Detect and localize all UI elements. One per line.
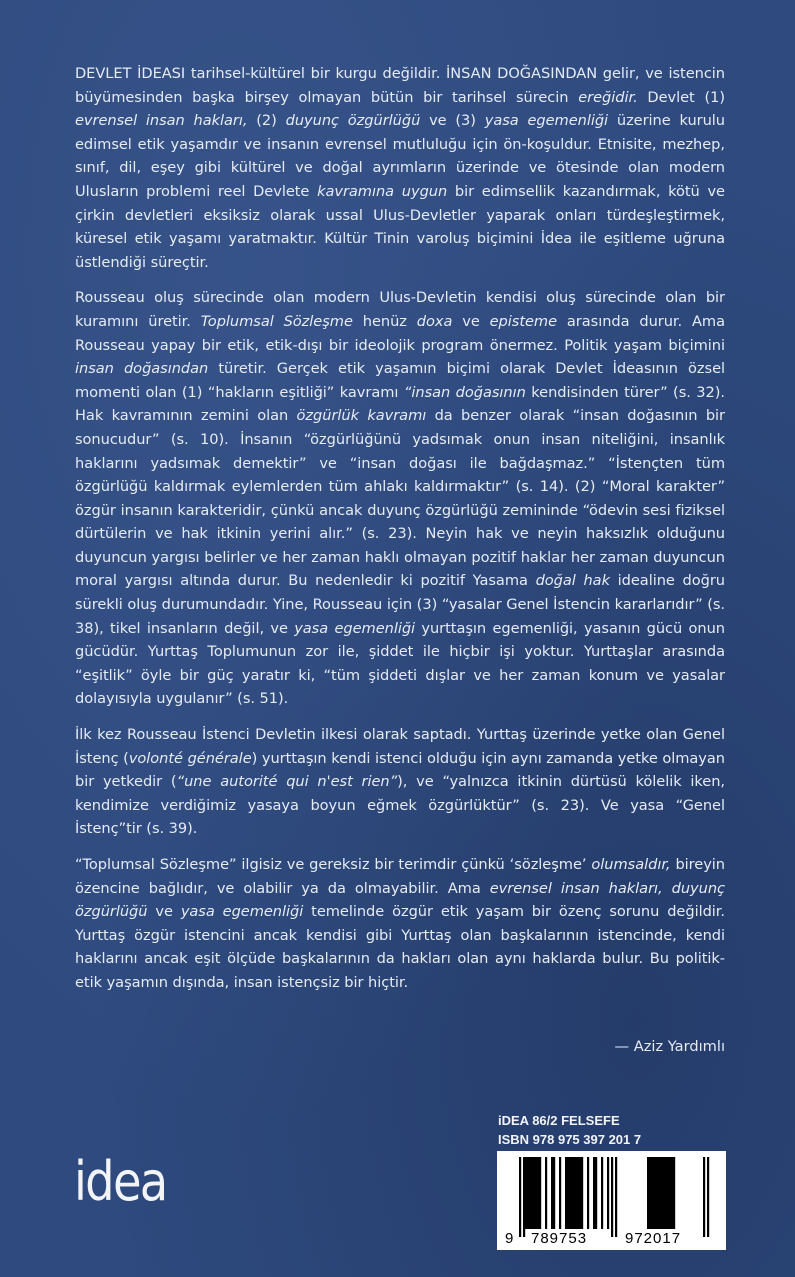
text-run: bireyin özencine bağlıdır, ve olabilir ya da olmayabilir. Ama <box>75 856 726 897</box>
italic-text-run: evrensel insan hakları, <box>75 112 248 130</box>
text-run: ), ve “yalnızca itkinin dürtüsü kölelik iken, kendimize verdiğimiz yasaya boyun eğmek özgürlüktür” (s. 23). Ve yasa “Genel İstenç”tir (s. 39). <box>75 773 726 838</box>
barcode-bar <box>525 1157 527 1229</box>
barcode-bar <box>567 1157 569 1229</box>
barcode-bar <box>707 1157 709 1237</box>
italic-text-run: Toplumsal Sözleşme <box>200 312 353 330</box>
series-label: iDEA 86/2 FELSEFE <box>498 1113 620 1128</box>
italic-text-run: episteme <box>489 312 558 330</box>
blurb-paragraph-2 <box>75 286 725 711</box>
publisher-logo: idea <box>74 1150 167 1213</box>
italic-text-run: evrensel insan hakları, duyunç özgürlüğü <box>75 879 725 921</box>
italic-text-run: “une autorité qui n'est rien” <box>176 773 398 791</box>
text-run: üzerine kurulu edimsel etik yaşamdır ve insanın evrensel mutluluğu için ön-koşuldur. Etnisite, mezhep, sınıf, dil, eşey gibi kültürel ve doğal ayrımların üzerinde ve ötesinde olan modern Ulusların problemi reel Devlete <box>75 112 725 200</box>
italic-text-run: ereğidir. <box>578 88 638 106</box>
text-run: Devlet (1) <box>637 88 725 106</box>
barcode-bar <box>531 1157 533 1229</box>
italic-text-run: duyunç özgürlüğü <box>285 112 421 130</box>
blurb-paragraph-3 <box>75 723 725 841</box>
barcode-bar <box>571 1157 573 1229</box>
barcode-digits-right: 972017 <box>625 1230 682 1247</box>
barcode-bar <box>553 1157 555 1229</box>
barcode-bar <box>595 1157 597 1229</box>
barcode-bar <box>537 1157 539 1229</box>
back-cover-blurb <box>75 62 725 1007</box>
barcode-bar <box>663 1157 665 1229</box>
text-run: idealine doğru sürekli oluş durumundadır. Yine, Rousseau için (3) “yasalar Genel İstencin kararlarıdır” (s. 38), tikel insanların değil, ve <box>75 572 725 637</box>
text-run: Rousseau oluş sürecinde olan modern Ulus-Devletin kendisi oluş sürecinde olan bir kuramını üretir. <box>75 289 725 330</box>
barcode-bar <box>665 1157 667 1229</box>
italic-text-run: yasa egemenliği <box>484 112 609 130</box>
barcode-bar <box>519 1157 521 1237</box>
isbn-barcode <box>497 1151 726 1250</box>
barcode-bar <box>559 1157 561 1229</box>
barcode-bar <box>533 1157 535 1229</box>
barcode-bar <box>659 1157 661 1229</box>
italic-text-run: insan doğasından <box>75 360 209 378</box>
barcode-bar <box>579 1157 581 1229</box>
author-signature: — Aziz Yardımlı <box>614 1038 725 1055</box>
text-run: temelinde özgür etik yaşam bir özenç sorunu değildir. Yurttaş özgür istencini ancak kendisi gibi Yurttaş olan başkalarının istencinde, kendi haklarını ancak eşit ölçüde başkalarının da hakları olan aynı haklarda bulur. Bu politik-etik yaşamın dışında, insan istençsiz bir hiçtir. <box>75 903 726 991</box>
italic-text-run: yasa egemenliği <box>180 903 304 921</box>
italic-text-run: “insan doğasının <box>403 383 526 401</box>
barcode-bar <box>655 1157 657 1229</box>
isbn-label: ISBN 978 975 397 201 7 <box>498 1132 642 1147</box>
text-run: ) yurttaşın kendi istenci olduğu için aynı zamanda yetke olmayan bir yetkedir ( <box>75 749 725 791</box>
italic-text-run: doxa <box>416 312 453 330</box>
barcode-bar <box>587 1157 589 1229</box>
italic-text-run: yasa egemenliği <box>294 619 416 637</box>
barcode-bar <box>657 1157 659 1229</box>
barcode-bar <box>539 1157 541 1229</box>
text-run: henüz <box>352 312 417 330</box>
barcode-bar <box>601 1157 603 1229</box>
barcode-bar <box>535 1157 537 1229</box>
text-run: da benzer olarak “insan doğasının bir sonucudur” (s. 10). İnsanın “özgürlüğünü yadsımak onun insan niteliğini, insanlık haklarını yadsımak demektir” ve “insan doğası ile bağdaşmaz.” “İstençten tüm özgürlüğü kaldırmak eylemlerden tüm ahlakı kaldırmaktır” (s. 14). (2) “Moral karakter” özgür insanın karakteridir, çünkü ancak duyunç özgürlüğü zemininde “ödevin sesi fiziksel dürtülerin ve hak itkinin yerini alır.” (s. 23). Neyin hak ve neyin haksızlık olduğunu duyuncun yargısı belirler ve her zaman haklı olmayan pozitif haklar her zaman duyuncun moral yargısı altında durur. Bu nedenledir ki pozitif Yasama <box>75 407 725 590</box>
barcode-digit-lead: 9 <box>505 1230 515 1247</box>
italic-text-run: doğal hak <box>535 572 610 590</box>
text-run: (2) <box>247 112 286 130</box>
italic-text-run: volonté générale <box>128 749 252 767</box>
barcode-bar <box>673 1157 675 1229</box>
text-run: bir edimsellik kazandırmak, kötü ve çirkin devletleri eksiksiz olarak ussal Ulus-Devletler yaparak onları türdeşleştirmek, küresel etik yaşamı yaratmaktır. Kültür Tinin varoluş biçimini İdea ile eşitleme uğruna üstlendiği süreçtir. <box>75 182 725 271</box>
italic-text-run: kavramına uygun <box>317 182 448 200</box>
blurb-paragraph-4 <box>75 853 725 995</box>
text-run: “Toplumsal Sözleşme” ilgisiz ve gereksiz bir terimdir çünkü ‘sözleşme’ <box>75 856 592 873</box>
text-run: ve (3) <box>420 112 485 130</box>
barcode-digits-left: 789753 <box>531 1230 588 1247</box>
barcode-bar <box>661 1157 663 1229</box>
barcode-bar <box>593 1157 595 1229</box>
barcode-bar <box>551 1157 553 1229</box>
barcode-bar <box>529 1157 531 1229</box>
text-run: türetir. Gerçek etik yaşamın biçimi olarak Devlet İdeasının özsel momenti olan (1) “hakların eşitliği” kavramı <box>75 360 726 401</box>
barcode-bar <box>653 1157 655 1229</box>
text-run: kendisinden türer” (s. 32). Hak kavramının zemini olan <box>75 383 725 425</box>
barcode-bar <box>669 1157 671 1229</box>
text-run: ve <box>147 903 181 921</box>
barcode-bar <box>577 1157 579 1229</box>
barcode-bar <box>523 1157 525 1237</box>
barcode-bar <box>647 1157 649 1229</box>
barcode-bar <box>607 1157 609 1229</box>
text-run: ve <box>452 312 490 330</box>
barcode-bar <box>649 1157 651 1229</box>
barcode-bar <box>573 1157 575 1229</box>
barcode-bar <box>527 1157 529 1229</box>
barcode-bar <box>671 1157 673 1229</box>
text-run: DEVLET İDEASI tarihsel-kültürel bir kurgu değildir. İNSAN DOĞASINDAN gelir, ve istencin büyümesinden başka birşey olmayan bütün bir tarihsel sürecin <box>75 65 725 106</box>
text-run: arasında durur. Ama Rousseau yapay bir etik, etik-dışı bir ideolojik program önermez. Politik yaşam biçimini <box>75 312 725 354</box>
italic-text-run: olumsaldır, <box>591 856 671 873</box>
barcode-bar <box>667 1157 669 1229</box>
barcode-bar <box>611 1157 613 1237</box>
barcode-bar <box>615 1157 617 1237</box>
barcode-bar <box>569 1157 571 1229</box>
blurb-paragraph-1 <box>75 62 725 274</box>
text-run: İlk kez Rousseau İstenci Devletin ilkesi olarak saptadı. Yurttaş üzerinde yetke olan Genel İstenç ( <box>75 726 725 767</box>
text-run: yurttaşın egemenliği, yasanın gücü onun gücüdür. Yurttaş Toplumunun zor ile, şiddet ile hiçbir işi yoktur. Yurttaşlar arasında “eşitlik” öyle bir güç yaratır ki, “tüm şiddeti dışlar ve her zaman konum ve yasalar dolayısıyla uygulanır” (s. 51). <box>75 619 726 708</box>
italic-text-run: özgürlük kavramı <box>296 407 427 425</box>
barcode-bar <box>575 1157 577 1229</box>
barcode-bar <box>565 1157 567 1229</box>
barcode-bar <box>545 1157 547 1229</box>
book-meta <box>498 1111 641 1149</box>
barcode-bar <box>651 1157 653 1229</box>
barcode-bar <box>703 1157 705 1237</box>
barcode-bar <box>581 1157 583 1229</box>
